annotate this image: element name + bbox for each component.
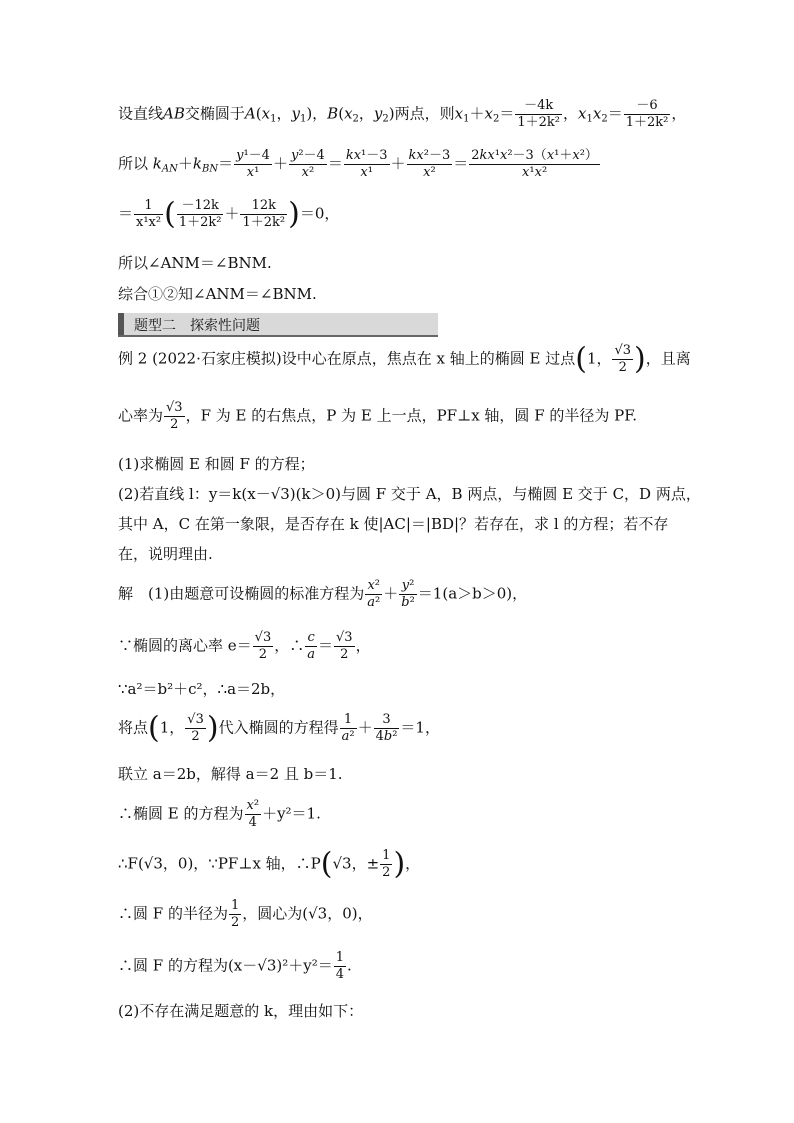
fraction: $\frac{-12k}{\text{1＋2k²}}$ xyxy=(178,198,222,230)
section-marker xyxy=(118,313,124,335)
fraction: $\frac{1}{\text{x¹x²}}$ xyxy=(136,198,162,230)
text-line-5: 综合①②知∠ANM＝∠BNM. xyxy=(118,285,317,303)
fraction: $\frac{√3}{2}$ xyxy=(254,630,272,662)
text: 两点，则 xyxy=(394,104,455,123)
fraction: $\frac{\text{y¹－4}}{\text{x¹}}$ xyxy=(236,148,270,180)
fraction: $\frac{12k}{\text{1＋2k²}}$ xyxy=(242,198,286,230)
fraction: $\frac{\text{kx²－3}}{\text{x²}}$ xyxy=(408,148,451,180)
question-2-line-2: 其中 A，C 在第一象限，是否存在 k 使|AC|＝|BD|？若存在，求 l 的方程；若不存 xyxy=(118,515,669,533)
fraction xyxy=(515,98,562,131)
fraction: $\frac{√3}{2}$ xyxy=(166,400,183,432)
numerator: －4k xyxy=(515,98,562,115)
fraction: $\frac{1}{4}$ xyxy=(335,950,344,982)
solution-line-8: ∴圆 F 的半径为 $\frac{1}{2}$ ，圆心为(√3，0)， xyxy=(118,898,373,930)
numerator: －6 xyxy=(624,98,671,115)
fraction: $\frac{1}{\text{a²}}$ xyxy=(341,712,355,744)
fraction: $\frac{√3}{2}$ xyxy=(336,630,353,662)
solution-line-9: ∴圆 F 的方程为(x－√3)²＋y²＝ $\frac{1}{4}$ . xyxy=(118,950,352,982)
text: 所以 xyxy=(118,154,149,173)
text: ＝0， xyxy=(299,204,340,223)
text: 例 2 (2022·石家庄模拟)设中心在原点，焦点在 x 轴上的椭圆 E 过点 xyxy=(118,349,576,368)
fraction: $\frac{1}{2}$ xyxy=(230,898,240,930)
fraction: $\frac{\text{kx¹－3}}{\text{x¹}}$ xyxy=(345,148,388,180)
text: 交椭圆于 xyxy=(184,104,245,123)
fraction: $\frac{\text{2kx¹x²－3（x¹＋x²）}}{\text{x¹x²}}$ xyxy=(471,148,598,180)
fraction: $\frac{\text{x²}}{4}$ xyxy=(246,798,260,830)
solution-line-10: (2)不存在满足题意的 k，理由如下： xyxy=(118,1002,364,1020)
text-line-2: 所以 $k_{AN}+k_{BN}=$ $\frac{\text{y¹－4}}{\text{x¹}}$ ＋ $\frac{\text{y²－4}}{\text{x²}}$ ＝ $\frac{\text{kx¹－3}}{\text{x¹}}$ ＋ $\frac{\text{kx²－3}}{\text{x²}}$ ＝ $\frac{\text{2kx¹x²－3（x¹＋x²）}}{\text{x¹x²}}$ xyxy=(118,148,598,180)
text-line-1: 设直线AB交椭圆于$A(x_1$，$y_1$)，$B(x_2$，$y_2$)两点，则$x_1+x_2=$ $\frac{-4k}{\text{1＋2k²}}$ ，$x_1x_2=$ $\frac{-6}{\text{1＋2k²}}$ ， xyxy=(118,98,687,130)
text-line-3: ＝ $\frac{1}{\text{x¹x²}}$ ( $\frac{-12k}{\text{1＋2k²}}$ ＋ $\frac{12k}{\text{1＋2k²}}$ )＝0， xyxy=(118,196,340,232)
solution-line-2: ∵椭圆的离心率 e＝ $\frac{√3}{2}$ ，∴ $\frac{c}{a}$ ＝ $\frac{√3}{2}$ ， xyxy=(118,630,371,662)
fraction: $\frac{√3}{2}$ xyxy=(187,712,204,744)
solution-line-1: 解 (1)由题意可设椭圆的标准方程为 $\frac{\text{x²}}{\text{a²}}$ ＋ $\frac{\text{y²}}{\text{b²}}$ ＝1(a＞b＞0)， xyxy=(118,578,528,610)
fraction: $\frac{\text{y²－4}}{\text{x²}}$ xyxy=(290,148,325,180)
text-line-4: 所以∠ANM＝∠BNM. xyxy=(118,254,272,272)
question-2-line-3: 在，说明理由. xyxy=(118,545,213,563)
example-line-1: 例 2 (2022·石家庄模拟)设中心在原点，焦点在 x 轴上的椭圆 E 过点(1， $\frac{√3}{2}$ )，且离 xyxy=(118,341,691,377)
section-title: 题型二 探索性问题 xyxy=(134,318,260,334)
question-2-line-1: (2)若直线 l：y＝k(x－√3)(k＞0)与圆 F 交于 A，B 两点，与椭圆 E 交于 C，D 两点， xyxy=(118,485,701,503)
solution-line-4: 将点(1， $\frac{√3}{2}$ )代入椭圆的方程得 $\frac{1}{\text{a²}}$ ＋ $\frac{3}{\text{4b²}}$ ＝1， xyxy=(118,710,440,746)
section-header xyxy=(118,313,438,337)
denominator: 1＋2k² xyxy=(625,115,669,130)
question-1: (1)求椭圆 E 和圆 F 的方程； xyxy=(118,455,315,473)
solution-line-5: 联立 a＝2b，解得 a＝2 且 b＝1. xyxy=(118,765,343,783)
text: 设直线 xyxy=(118,104,164,123)
denominator: 1＋2k² xyxy=(517,115,561,130)
fraction: $\frac{c}{a}$ xyxy=(307,630,315,662)
example-line-2: 心率为 $\frac{√3}{2}$ ，F 为 E 的右焦点，P 为 E 上一点，PF⊥x 轴，圆 F 的半径为 PF. xyxy=(118,400,638,432)
fraction: $\frac{√3}{2}$ xyxy=(614,343,632,375)
fraction: $\frac{\text{x²}}{\text{a²}}$ xyxy=(367,578,381,610)
fraction: $\frac{\text{y²}}{\text{b²}}$ xyxy=(401,578,415,610)
fraction xyxy=(624,98,671,131)
solution-line-7: ∴F(√3，0)，∵PF⊥x 轴，∴P(√3，± $\frac{1}{2}$ )， xyxy=(118,846,421,882)
solution-line-6: ∴椭圆 E 的方程为 $\frac{\text{x²}}{4}$ ＋y²＝1. xyxy=(118,798,321,830)
fraction: $\frac{3}{\text{4b²}}$ xyxy=(375,712,398,744)
solution-line-3: ∵a²＝b²＋c²，∴a＝2b， xyxy=(118,680,286,698)
fraction: $\frac{1}{2}$ xyxy=(382,848,391,880)
